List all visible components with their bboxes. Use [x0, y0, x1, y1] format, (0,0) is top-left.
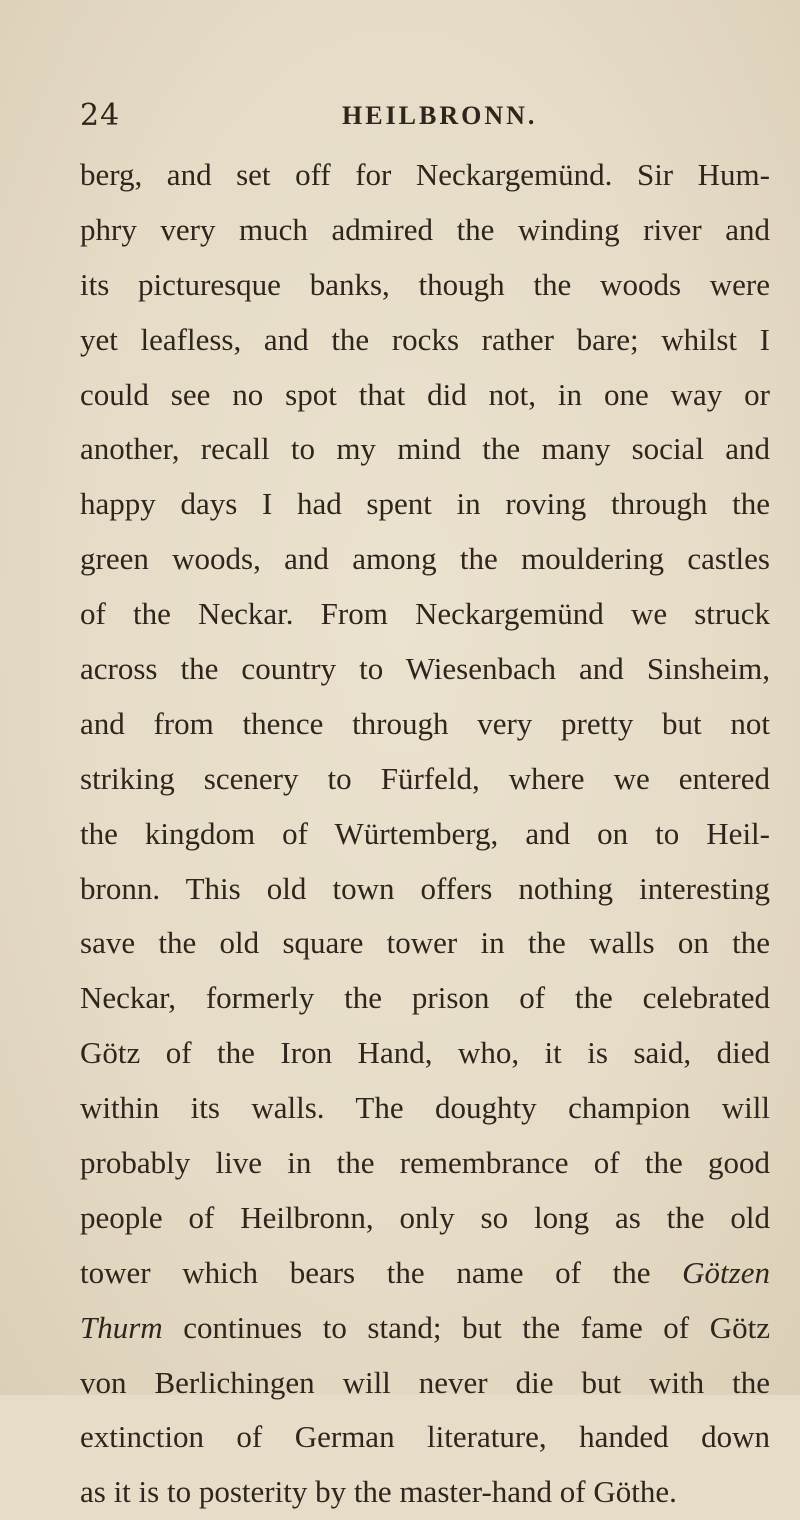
text-line: save the old square tower in the walls on the — [80, 925, 770, 961]
text-line-with-italic — [80, 1246, 770, 1301]
text-line: people of Heilbronn, only so long as the old — [80, 1199, 770, 1235]
text-line: berg, and set off for Neckargemünd. Sir Hum- — [80, 157, 770, 192]
text-line: bronn. This old town offers nothing interesting — [80, 870, 770, 906]
text-line: Götz of the Iron Hand, who, it is said, died — [80, 1035, 770, 1071]
text-line: and from thence through very pretty but not — [80, 705, 770, 741]
text-line: von Berlichingen will never die but with the — [80, 1364, 770, 1400]
text-line: as it is to posterity by the master-hand of Göthe. — [80, 1474, 677, 1510]
text-line: phry very much admired the winding river and — [80, 211, 770, 247]
text-line: across the country to Wiesenbach and Sinsheim, — [80, 651, 770, 687]
text-line-with-italic — [80, 1301, 770, 1356]
body-text — [80, 148, 770, 1520]
text-line: its picturesque banks, though the woods were — [80, 266, 770, 302]
italic-term: Thurm — [80, 1309, 163, 1345]
text-line: green woods, and among the mouldering castles — [80, 541, 770, 577]
running-head: HEILBRONN. — [342, 101, 538, 130]
text-line: within its walls. The doughty champion will — [80, 1090, 770, 1126]
text-run: tower which bears the name of the — [80, 1254, 683, 1290]
text-line: another, recall to my mind the many social and — [80, 431, 770, 467]
text-line: extinction of German literature, handed down — [80, 1419, 770, 1455]
page-number: 24 — [80, 98, 121, 133]
text-run: continues to stand; but the fame of Götz — [162, 1309, 770, 1345]
text-line: Neckar, formerly the prison of the celebrated — [80, 980, 770, 1016]
text-line: yet leafless, and the rocks rather bare; whilst I — [80, 321, 770, 357]
text-line: happy days I had spent in roving through the — [80, 486, 770, 522]
text-line: the kingdom of Würtemberg, and on to Heil- — [80, 815, 770, 851]
text-line: could see no spot that did not, in one way or — [80, 376, 770, 412]
text-line: striking scenery to Fürfeld, where we entered — [80, 760, 770, 796]
text-line: probably live in the remembrance of the good — [80, 1145, 770, 1181]
page-header — [80, 96, 770, 136]
italic-term: Götzen — [682, 1254, 770, 1290]
text-line: of the Neckar. From Neckargemünd we struck — [80, 596, 770, 632]
